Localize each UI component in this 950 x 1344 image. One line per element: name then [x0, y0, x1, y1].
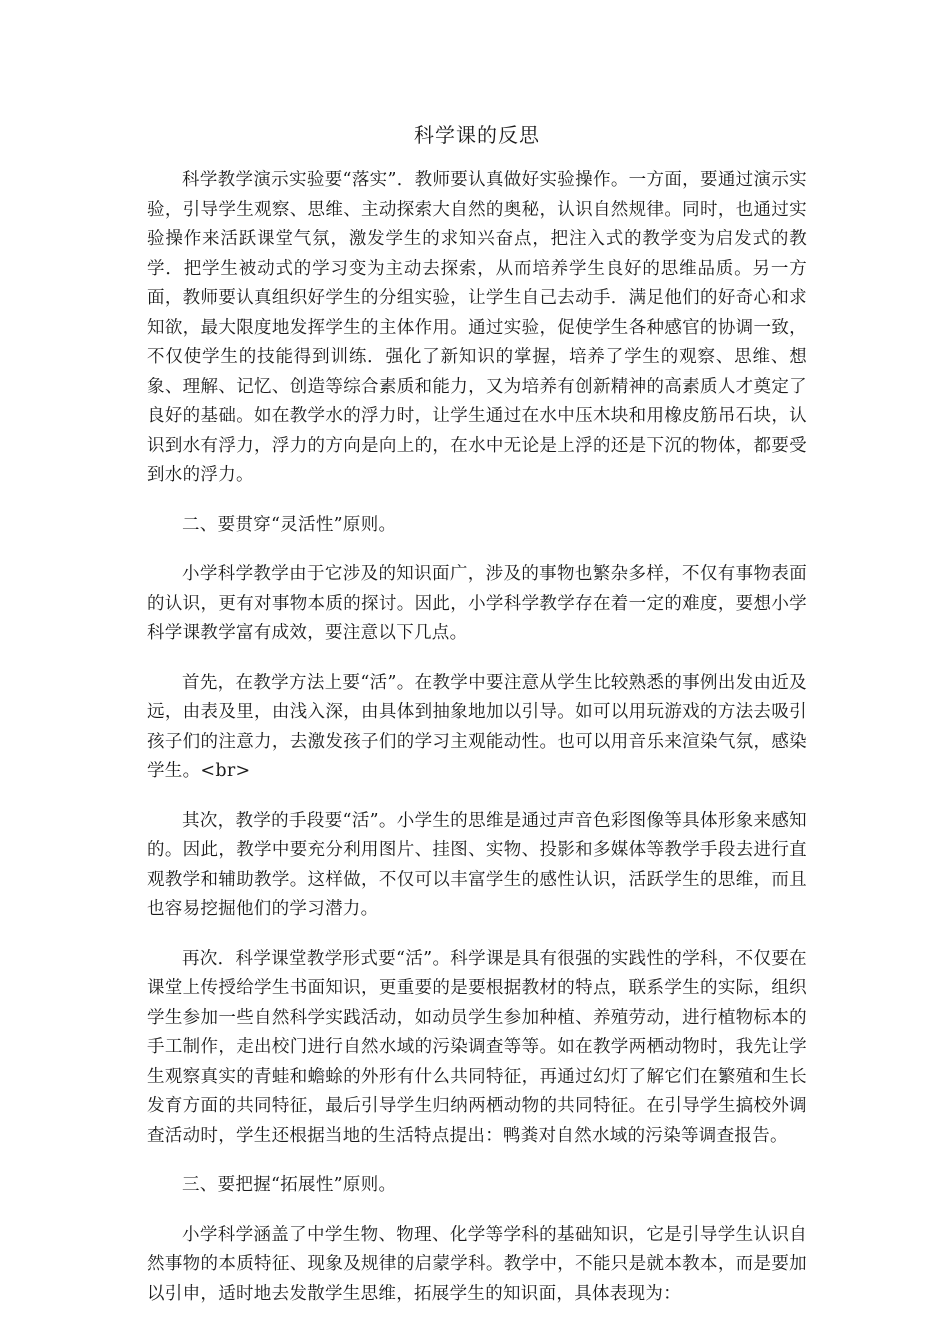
paragraph-experiment: 科学教学演示实验要“落实”．教师要认真做好实验操作。一方面，要通过演示实验，引导学生观察、思维、主动探索大自然的奥秘，认识自然规律。同时，也通过实验操作来活跃课堂气氛，激发学生的求知兴奋点，把注入式的教学变为启发式的教学．把学生被动式的学习变为主动去探索，从而培养学生良好的思维品质。另一方面，教师要认真组织好学生的分组实验，让学生自己去动手．满足他们的好奇心和求知欲，最大限度地发挥学生的主体作用。通过实验，促使学生各种感官的协调一致，不仅使学生的技能得到训练．强化了新知识的掌握，培养了学生的观察、思维、想象、理解、记忆、创造等综合素质和能力，又为培养有创新精神的高素质人才奠定了良好的基础。如在教学水的浮力时，让学生通过在水中压木块和用橡皮筋吊石块，认识到水有浮力，浮力的方向是向上的，在水中无论是上浮的还是下沉的物体，都要受到水的浮力。: [147, 170, 807, 485]
paragraph-method: 首先，在教学方法上要“活”。在教学中要注意从学生比较熟悉的事例出发由近及远，由表及里，由浅入深，由具体到抽象地加以引导。如可以用玩游戏的方法去吸引孩子们的注意力，去激发孩子们的学习主观能动性。也可以用音乐来渲染气氛，感染学生。<br>: [147, 672, 807, 781]
paragraph-flexibility-intro: 小学科学教学由于它涉及的知识面广，涉及的事物也繁杂多样，不仅有事物表面的认识，更有对事物本质的探讨。因此，小学科学教学存在着一定的难度，要想小学科学课教学富有成效，要注意以下几点。: [147, 564, 807, 643]
document-page: [147, 120, 807, 1329]
paragraph-form: 再次．科学课堂教学形式要“活”。科学课是具有很强的实践性的学科，不仅要在课堂上传授给学生书面知识，更重要的是要根据教材的特点，联系学生的实际，组织学生参加一些自然科学实践活动，如动员学生参加种植、养殖劳动，进行植物标本的手工制作，走出校门进行自然水域的污染调查等等。如在教学两栖动物时，我先让学生观察真实的青蛙和蟾蜍的外形有什么共同特征，再通过幻灯了解它们在繁殖和生长发育方面的共同特征，最后引导学生归纳两栖动物的共同特征。在引导学生搞校外调查活动时，学生还根据当地的生活特点提出：鸭粪对自然水域的污染等调查报告。: [147, 948, 807, 1146]
heading-extension-principle: 三、要把握“拓展性”原则。: [182, 1175, 397, 1195]
paragraph-extension-intro: 小学科学涵盖了中学生物、物理、化学等学科的基础知识，它是引导学生认识自然事物的本质特征、现象及规律的启蒙学科。教学中，不能只是就本教本，而是要加以引申，适时地去发散学生思维，拓展学生的知识面，具体表现为：: [147, 1224, 807, 1304]
paragraph-means: 其次，教学的手段要“活”。小学生的思维是通过声音色彩图像等具体形象来感知的。因此，教学中要充分利用图片、挂图、实物、投影和多媒体等教学手段去进行直观教学和辅助教学。这样做，不仅可以丰富学生的感性认识，活跃学生的思维，而且也容易挖掘他们的学习潜力。: [147, 810, 807, 919]
document-title: 科学课的反思: [414, 123, 540, 147]
heading-flexibility-principle: 二、要贯穿“灵活性”原则。: [182, 514, 397, 535]
